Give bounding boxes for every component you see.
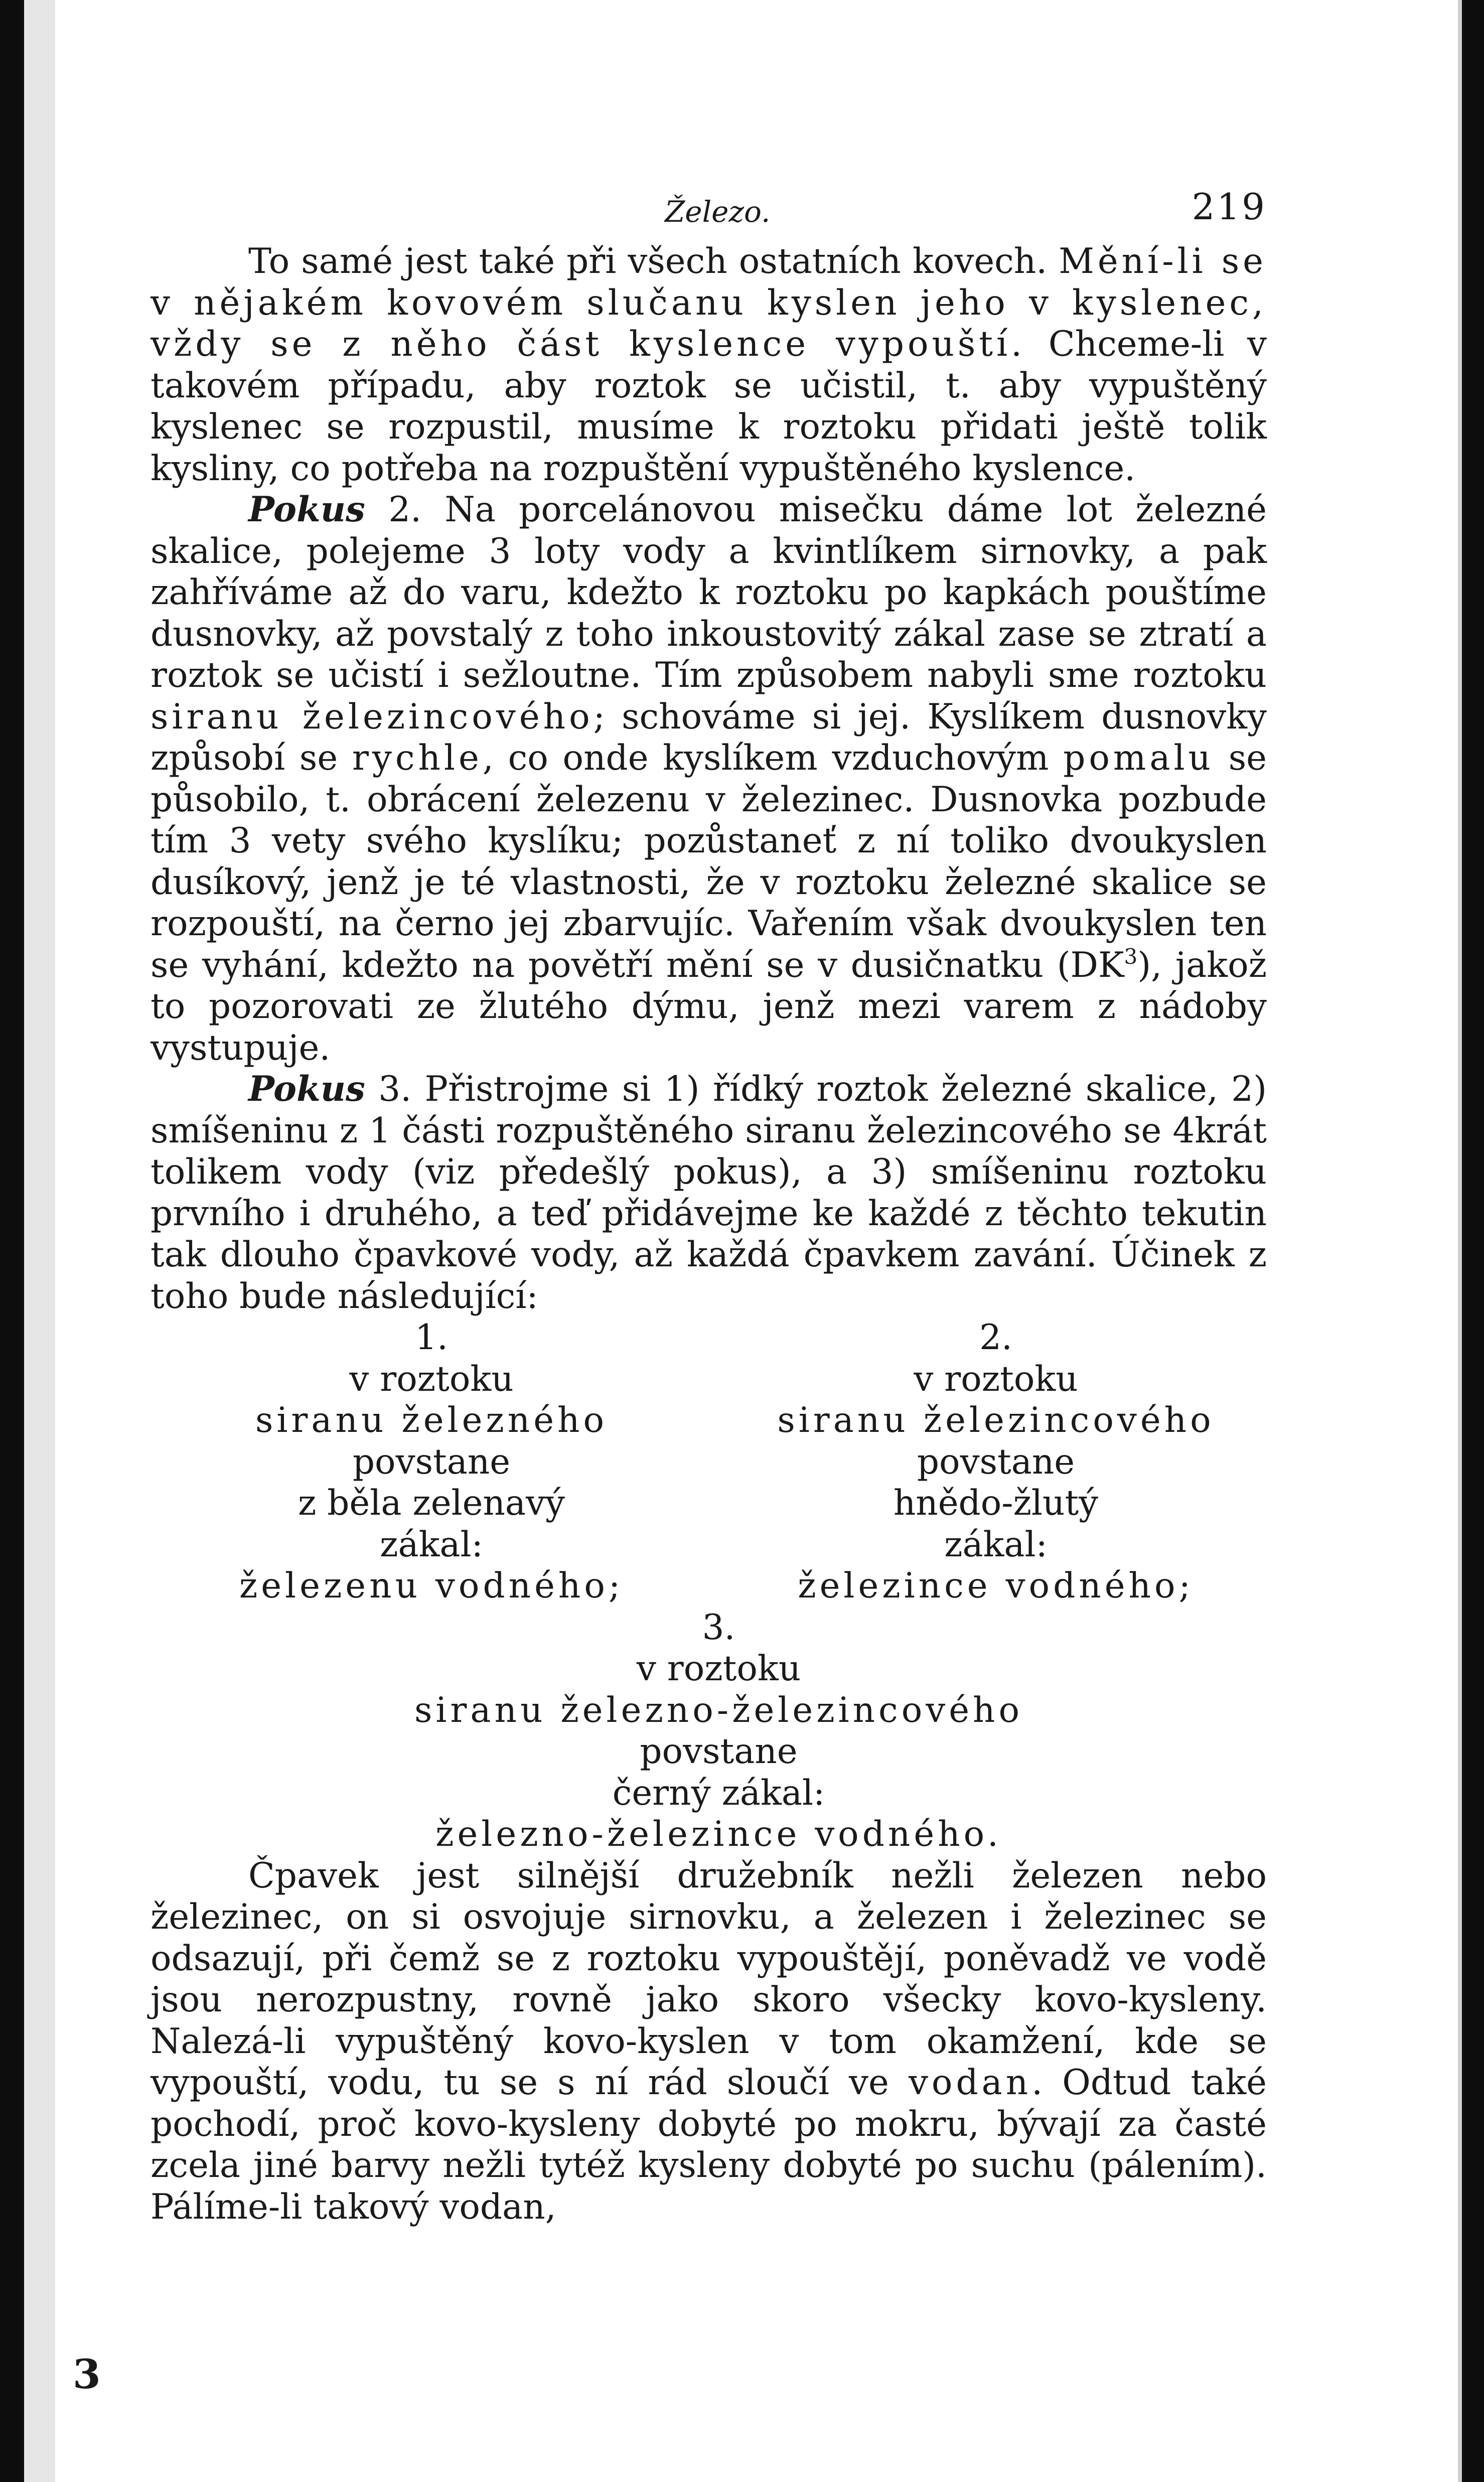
page-number: 219 xyxy=(1192,186,1267,228)
paragraph-pokus-2: Pokus 2. Na porcelánovou misečku dáme lot železné skalice, polejeme 3 loty vody a kvintlíkem sirnovky, a pak zahříváme až do varu, kdežto k roztoku po kapkách pouštíme dusnovky, až povstalý z toho inkoustovitý zákal zase se ztratí a roztok se učistí i sežloutne. Tím způsobem nabyli sme roztoku siranu železincového; schováme si jej. Kyslíkem dusnovky způsobí se rychle, co onde kyslíkem vzduchovým pomalu se působilo, t. obrácení železenu v železinec. Dusnovka pozbude tím 3 vety svého kyslíku; pozůstaneť z ní toliko dvoukyslen dusíkový, jenž je té vlastnosti, že v roztoku železné skalice se rozpouští, na černo jej zbarvujíc. Vařením však dvoukyslen ten se vyhání, kdežto na povětří mění se v dusičnatku $(DK^3)$, jakož to pozorovati ze žlutého dýmu, jenž mezi varem z nádoby vystupuje. xyxy=(151,489,1267,1068)
margin-mark: 3 xyxy=(73,2351,101,2398)
result-2: 2. v roztoku siranu železincového povstane hnědo-žlutý zákal: železince vodného; xyxy=(777,1318,1215,1606)
pokus-3-label: Pokus xyxy=(248,1069,365,1109)
paragraph-cpavek: Čpavek jest silnější družebník nežli železen nebo železinec, on si osvojuje sirnovku, a železen i železinec se odsazují, při čemž se z roztoku vypouštějí, poněvadž ve vodě jsou nerozpustny, rovně jako skoro všecky kovo-kysleny. Nalezá-li vypuštěný kovo-kyslen v tom okamžení, kde se vypouští, vodu, tu se s ní rád sloučí ve vodan. Odtud také pochodí, proč kovo-kysleny dobyté po mokru, bývají za časté zcela jiné barvy nežli tytéž kysleny dobyté po suchu (pálením). Pálíme-li takový vodan, xyxy=(151,1855,1267,2227)
pokus-2-label: Pokus xyxy=(248,489,365,530)
scan-edge-right xyxy=(1462,0,1484,2482)
results-columns xyxy=(151,1317,1267,1607)
page-header xyxy=(151,181,1267,241)
result-3: 3. v roztoku siranu železno-železincového povstane černý zákal: železno-železince vodného. xyxy=(414,1607,1023,1854)
result-1: 1. v roztoku siranu železného povstane z běla zelenavý zákal: železenu vodného; xyxy=(239,1318,624,1606)
scan-shadow-right xyxy=(1458,0,1462,2482)
page-body xyxy=(151,181,1267,2228)
paragraph-pokus-3: Pokus 3. Přistrojme si 1) řídký roztok železné skalice, 2) smíšeninu z 1 části rozpuštěného siranu železincového se 4krát tolikem vody (viz předešlý pokus), a 3) smíšeninu roztoku prvního i druhého, a teď přidávejme ke každé z těchto tekutin tak dlouho čpavkové vody, až každá čpavkem zavání. Účinek z toho bude následující: xyxy=(151,1069,1267,1317)
running-title: Železo. xyxy=(665,195,771,229)
scan-edge-left xyxy=(0,0,24,2482)
scan-shadow-left xyxy=(24,0,55,2482)
paragraph-1: To samé jest také při všech ostatních kovech. Mění-li se v nějakém kovovém slučanu kyslen jeho v kyslenec, vždy se z něho část kyslence vypouští. Chceme-li v takovém případu, aby roztok se učistil, t. aby vypuštěný kyslenec se rozpustil, musíme k roztoku přidati ještě tolik kysliny, co potřeba na rozpuštění vypuštěného kyslence. xyxy=(151,241,1267,489)
